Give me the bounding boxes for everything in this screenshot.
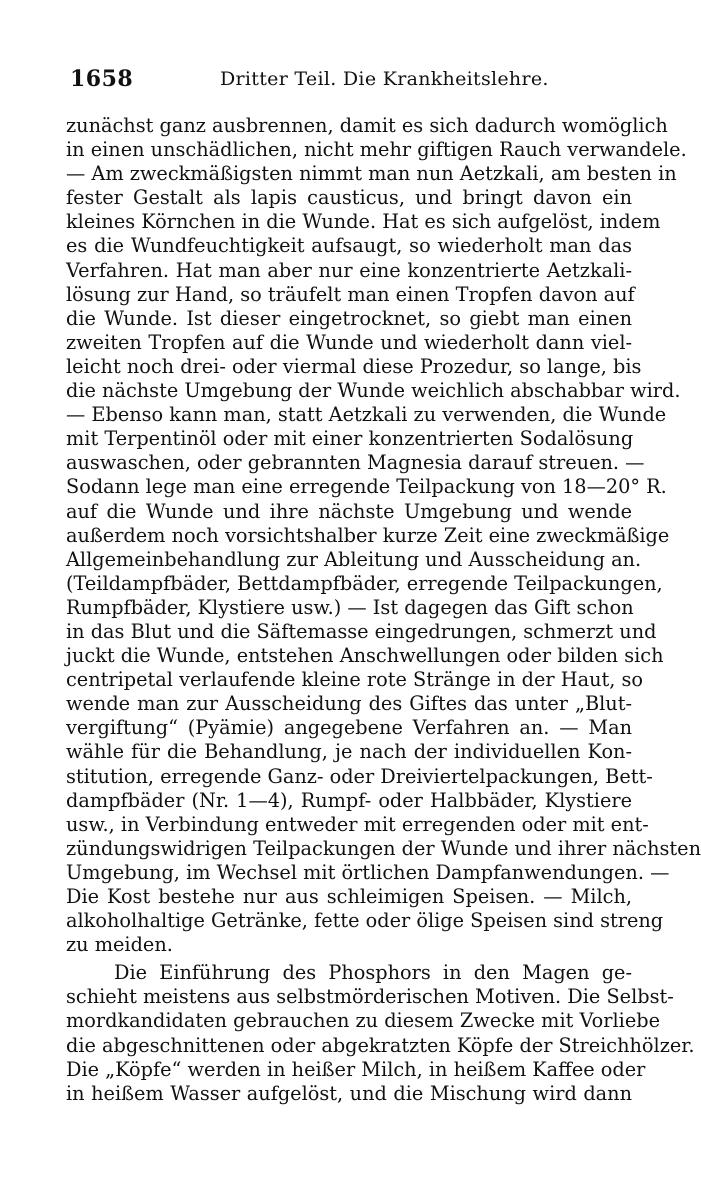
text-line: zunächst ganz ausbrennen, damit es sich dadurch womöglich [66, 114, 668, 137]
text-line: — Am zweckmäßigsten nimmt man nun Aetzkali, am besten in [66, 162, 677, 186]
text-line: zweiten Tropfen auf die Wunde und wiederholt dann viel- [66, 330, 632, 354]
text-line: vergiftung“ (Pyämie) angegebene Verfahren an. — Man [66, 716, 632, 740]
text-line: auf die Wunde und ihre nächste Umgebung und wende [66, 499, 632, 523]
text-line: zündungswidrigen Teilpackungen der Wunde und ihrer nächsten [66, 836, 701, 860]
page-header [70, 66, 630, 96]
text-line: juckt die Wunde, entstehen Anschwellungen oder bilden sich [66, 644, 664, 668]
text-line: die abgeschnittenen oder abgekratzten Köpfe der Streichhölzer. [66, 1033, 695, 1057]
paragraph-1 [66, 114, 701, 957]
text-line: alkoholhaltige Getränke, fette oder ölige Speisen sind streng [66, 909, 664, 933]
text-line: Rumpfbäder, Klystiere usw.) — Ist dagegen das Gift schon [66, 595, 634, 619]
text-line: Sodann lege man eine erregende Teilpackung von 18—20° R. [66, 475, 667, 499]
text-line: wähle für die Behandlung, je nach der individuellen Kon- [66, 740, 632, 764]
text-line: Die Einführung des Phosphors in den Magen ge- [114, 961, 632, 985]
text-line: in das Blut und die Säftemasse eingedrungen, schmerzt und [66, 619, 657, 643]
text-line: leicht noch drei- oder viermal diese Prozedur, so lange, bis [66, 354, 642, 378]
text-line: kleines Körnchen in die Wunde. Hat es sich aufgelöst, indem [66, 210, 661, 234]
text-line: (Teildampfbäder, Bettdampfbäder, erregende Teilpackungen, [66, 571, 663, 595]
text-line: die Wunde. Ist dieser eingetrocknet, so giebt man einen [66, 306, 632, 330]
text-line: — Ebenso kann man, statt Aetzkali zu verwenden, die Wunde [66, 403, 667, 427]
text-line: Die „Köpfe“ werden in heißer Milch, in heißem Kaffee oder [66, 1057, 646, 1081]
text-line: schieht meistens aus selbstmörderischen Motiven. Die Selbst- [66, 985, 674, 1009]
body-text [66, 114, 701, 1106]
page-number: 1658 [70, 66, 134, 92]
text-line: die nächste Umgebung der Wunde weichlich abschabbar wird. [66, 379, 681, 403]
text-line: wende man zur Ausscheidung des Giftes das unter „Blut- [66, 692, 632, 716]
text-line: in heißem Wasser aufgelöst, und die Mischung wird dann [66, 1081, 632, 1105]
text-line: Allgemeinbehandlung zur Ableitung und Ausscheidung an. [66, 547, 642, 571]
text-line: in einen unschädlichen, nicht mehr giftigen Rauch verwandele. [66, 138, 687, 162]
text-line: Verfahren. Hat man aber nur eine konzentrierte Aetzkali- [66, 258, 632, 282]
text-line: dampfbäder (Nr. 1—4), Rumpf- oder Halbbäder, Klystiere [66, 788, 632, 812]
text-line: auswaschen, oder gebrannten Magnesia darauf streuen. — [66, 451, 645, 475]
text-line: fester Gestalt als lapis causticus, und bringt davon ein [66, 186, 632, 210]
text-line: centripetal verlaufende kleine rote Stränge in der Haut, so [66, 668, 644, 692]
text-line: mordkandidaten gebrauchen zu diesem Zwecke mit Vorliebe [66, 1009, 660, 1033]
text-line: lösung zur Hand, so träufelt man einen Tropfen davon auf [66, 282, 635, 306]
text-line: mit Terpentinöl oder mit einer konzentrierten Sodalösung [66, 427, 634, 451]
text-line: es die Wundfeuchtigkeit aufsaugt, so wiederholt man das [66, 234, 632, 258]
text-line: Die Kost bestehe nur aus schleimigen Speisen. — Milch, [66, 885, 632, 908]
text-line: außerdem noch vorsichtshalber kurze Zeit eine zweckmäßige [66, 523, 670, 547]
text-line: usw., in Verbindung entweder mit erregenden oder mit ent- [66, 812, 649, 836]
running-head: Dritter Teil. Die Krankheitslehre. [220, 68, 549, 90]
paragraph-2 [66, 961, 695, 1106]
text-line: stitution, erregende Ganz- oder Dreiviertelpackungen, Bett- [66, 764, 653, 788]
text-line: Umgebung, im Wechsel mit örtlichen Dampfanwendungen. — [66, 860, 670, 884]
text-line: zu meiden. [66, 933, 173, 957]
